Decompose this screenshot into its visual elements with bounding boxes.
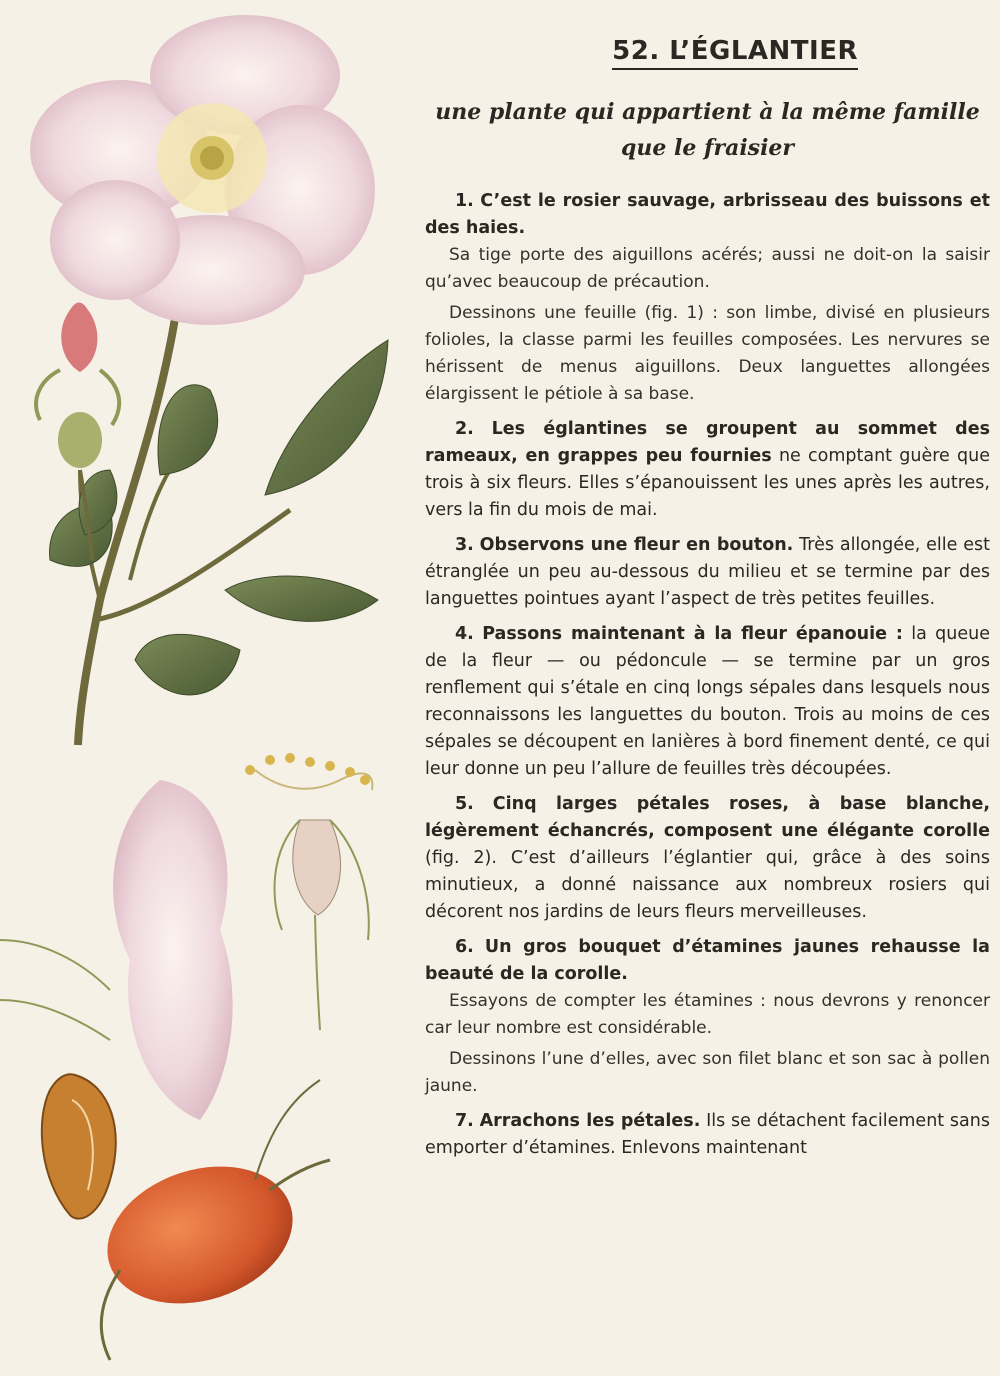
section-3 (425, 532, 990, 613)
section-4 (425, 621, 990, 783)
section-heading (425, 532, 990, 613)
section-heading (425, 188, 990, 242)
page-title: 52. L’ÉGLANTIER (612, 36, 858, 70)
section-heading-text: Les églantines se groupent au sommet des rameaux, en grappes peu fournies (425, 419, 990, 466)
seed-cross-section (42, 1074, 116, 1218)
section-heading (425, 621, 990, 783)
paragraph: Dessinons l’une d’elles, avec son filet blanc et son sac à pollen jaune. (425, 1049, 990, 1096)
section-heading-text: C’est le rosier sauvage, arbrisseau des buissons et des haies. (425, 191, 990, 238)
section-2 (425, 416, 990, 524)
section-7 (425, 1108, 990, 1162)
paragraph: Dessinons une feuille (fig. 1) : son limbe, divisé en plusieurs folioles, la classe parmi les feuilles composées. Les nervures se hérissent de menus aiguillons. Deux languettes allongées élargissent le pétiole à sa base. (425, 303, 990, 404)
rose-hip (90, 1080, 330, 1360)
wild-rose-illustration (0, 0, 420, 1376)
section-body-text: Très allongée, elle est étranglée un peu au-dessous du milieu et se termine par des languettes pointues ayant l’aspect de très petites feuilles. (425, 535, 990, 609)
section-heading (425, 416, 990, 524)
rose-flower-open (30, 15, 375, 325)
text-column (425, 36, 990, 1170)
section-5 (425, 791, 990, 926)
paragraph: Essayons de compter les étamines : nous devrons y renoncer car leur nombre est considérable. (425, 991, 990, 1038)
section-heading (425, 934, 990, 988)
section-6 (425, 934, 990, 1100)
section-heading-text: Observons une fleur en bouton. (479, 535, 794, 555)
section-body-text: la queue de la fleur — ou pédoncule — se termine par un gros renflement qui s’étale en cinq longs sépales dans lesquels nous reconnaissons les languettes du bouton. Trois au moins de ces sépales se découpent en lanières à bord finement denté, ce qui leur donne un peu l’allure de feuilles très découpées. (425, 624, 990, 779)
section-number: 1. (455, 191, 474, 211)
section-body-text: (fig. 2). C’est d’ailleurs l’églantier qui, grâce à des soins minutieux, a donné naissance aux nombreux rosiers qui décorent nos jardins de leurs fleurs merveilleuses. (425, 848, 990, 922)
section-heading-text: Arrachons les pétales. (479, 1111, 701, 1131)
section-heading-text: Un gros bouquet d’étamines jaunes rehausse la beauté de la corolle. (425, 937, 990, 984)
section-number: 3. (455, 535, 474, 555)
leaf-cluster-upper (50, 340, 388, 695)
section-heading (425, 1108, 990, 1162)
section-number: 7. (455, 1111, 474, 1131)
section-number: 4. (455, 624, 474, 644)
paragraph: Sa tige porte des aiguillons acérés; aussi ne doit-on la saisir qu’avec beaucoup de précaution. (425, 245, 990, 292)
section-heading-text: Cinq larges pétales roses, à base blanche, légèrement échancrés, composent une élégante corolle (425, 794, 990, 841)
stamen-detail (245, 753, 372, 1030)
subtitle: une plante qui appartient à la même famille que le fraisier (435, 99, 980, 161)
section-heading (425, 791, 990, 926)
section-body-text: ne comptant guère que trois à six fleurs. Elles s’épanouissent les unes après les autres, vers la fin du mois de mai. (425, 446, 990, 520)
section-body-text: Ils se détachent facilement sans emporter d’étamines. Enlevons maintenant (425, 1111, 990, 1158)
title-wrap (425, 36, 990, 70)
section-number: 5. (455, 794, 474, 814)
section-heading-text: Passons maintenant à la fleur épanouie : (482, 624, 903, 644)
section-1 (425, 188, 990, 408)
section-number: 2. (455, 419, 474, 439)
rose-petals-side (0, 780, 233, 1120)
section-number: 6. (455, 937, 474, 957)
